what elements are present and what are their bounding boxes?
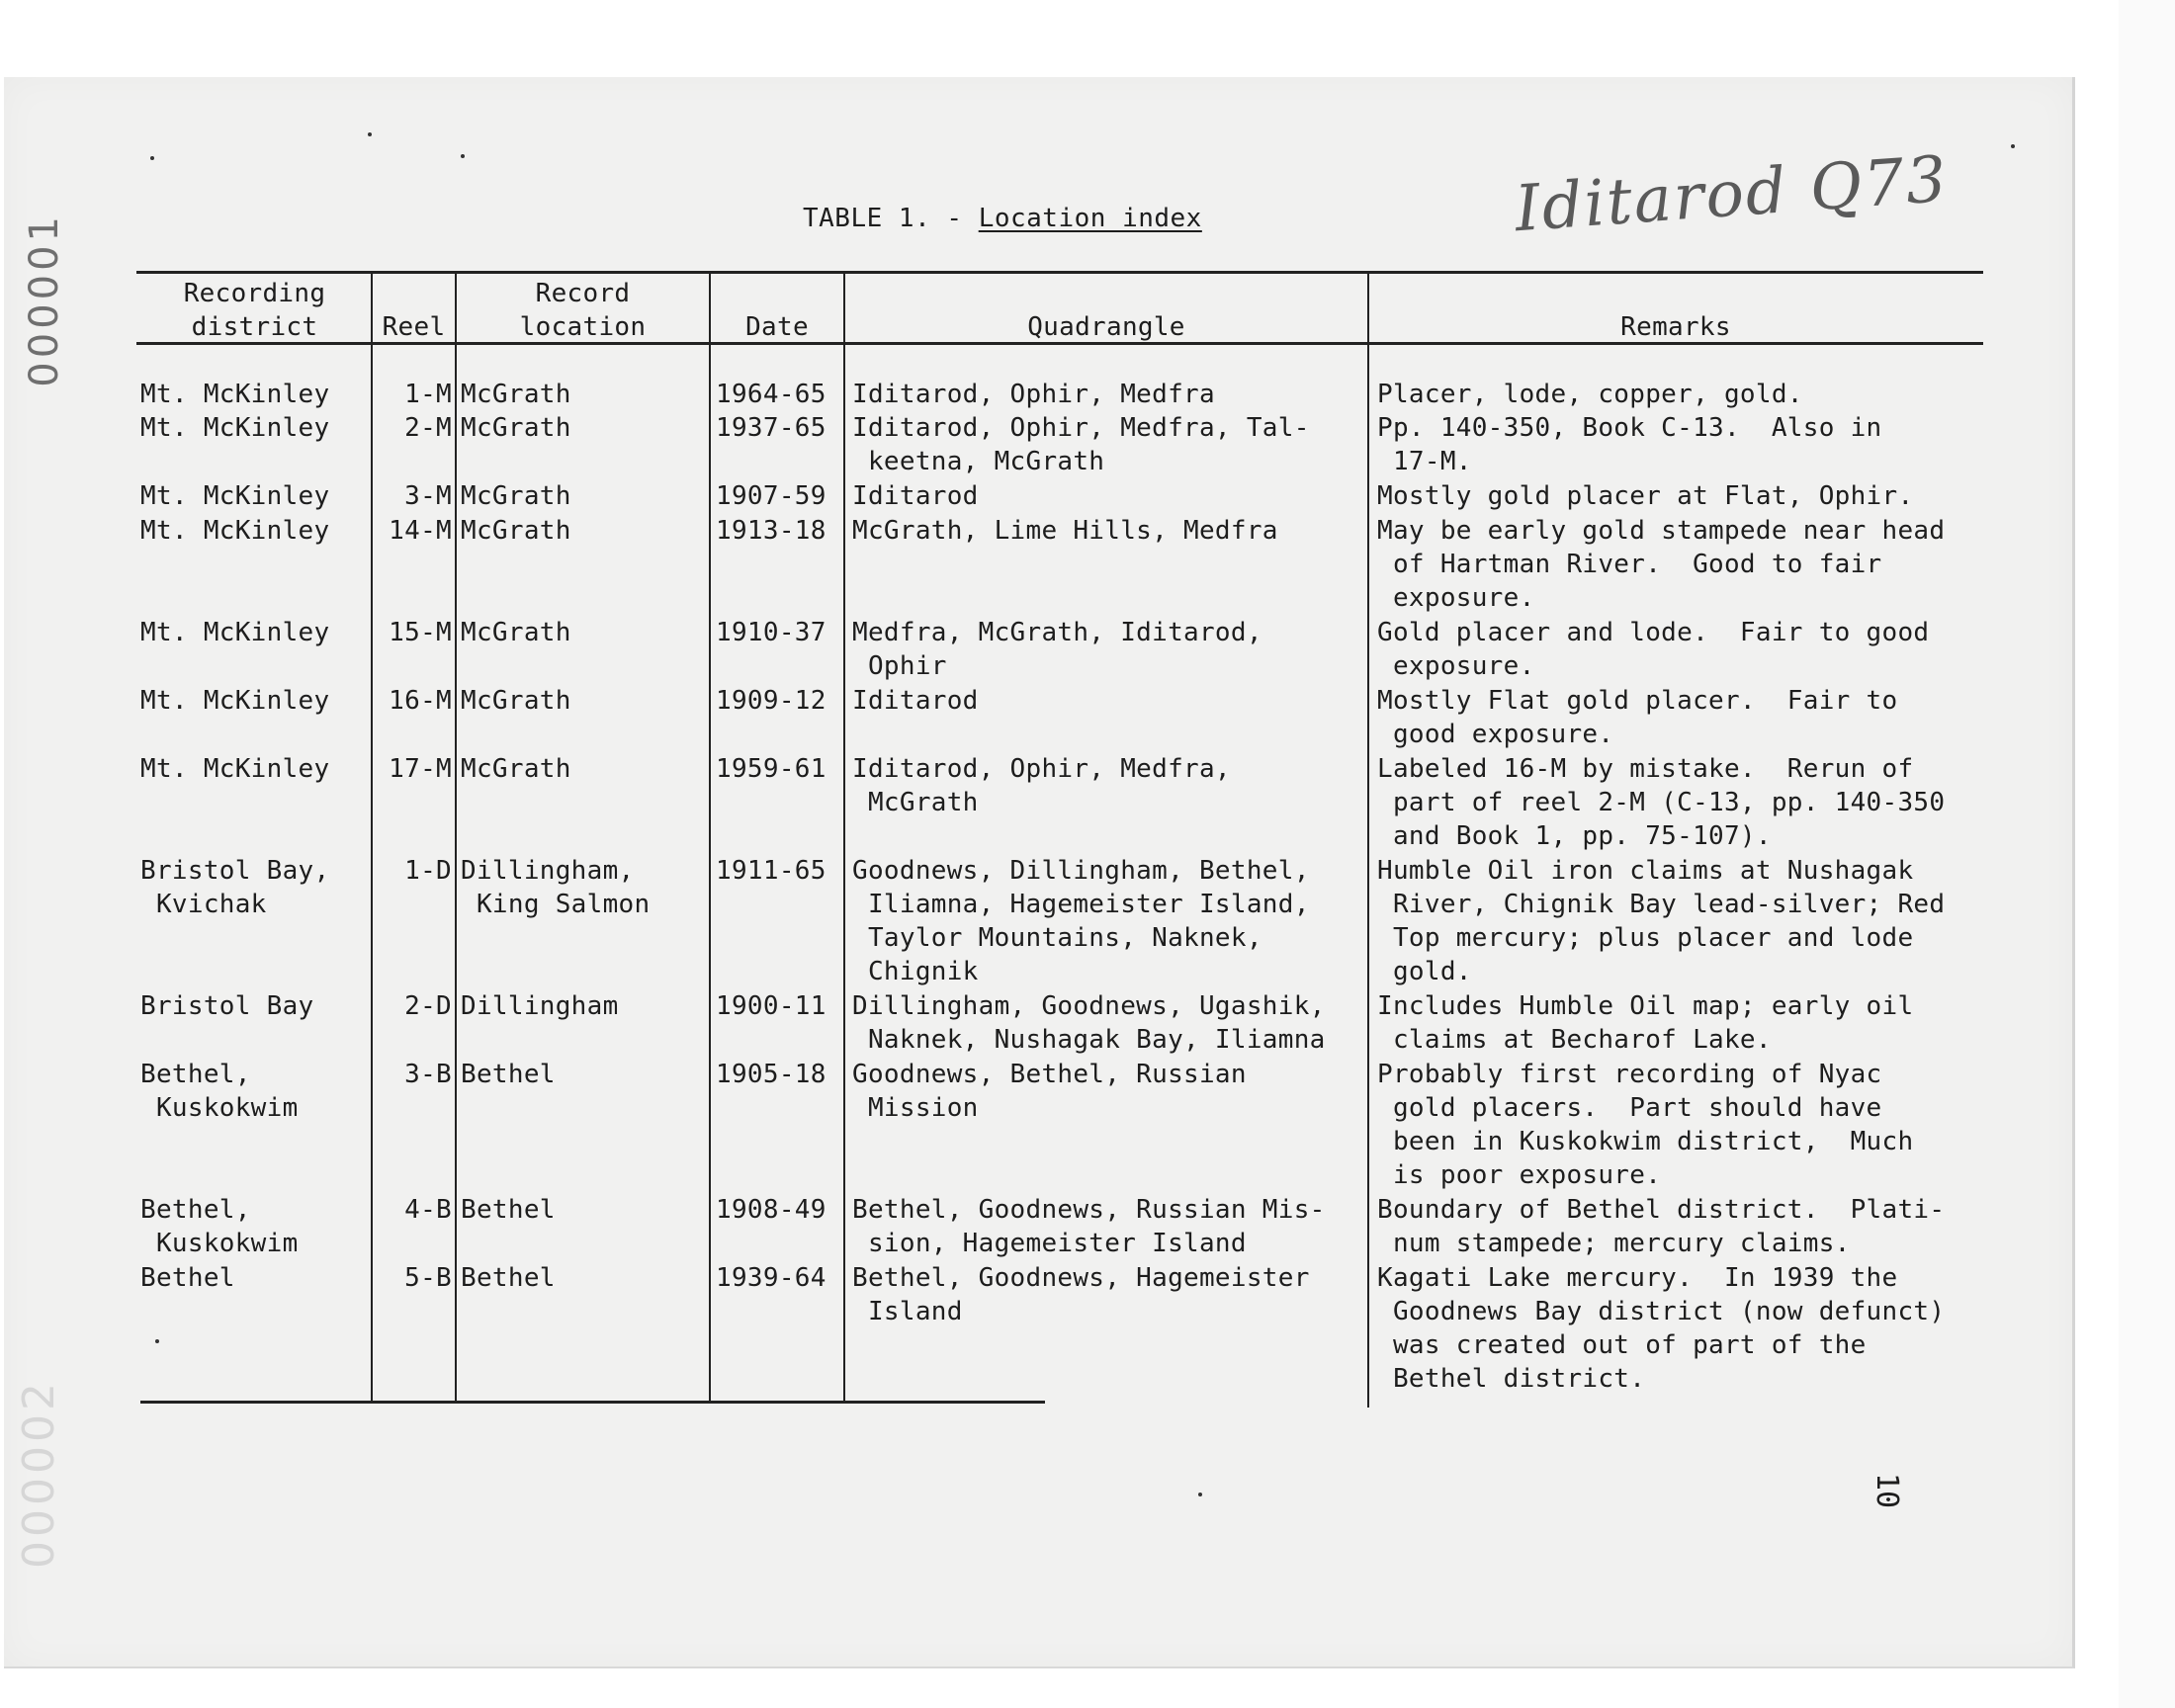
- table-cell-reel: 1-M: [404, 380, 452, 409]
- table-title-text: Location index: [978, 204, 1202, 233]
- table-cell-district: Mt. McKinley: [140, 754, 330, 784]
- table-cell-district: Bethel, Kuskokwim: [140, 1195, 299, 1258]
- table-cell-date: 1905-18: [716, 1060, 826, 1089]
- table-cell-district: Bethel: [140, 1263, 235, 1293]
- table-cell-quadrangle: Dillingham, Goodnews, Ugashik, Naknek, Nushagak Bay, Iliamna: [852, 991, 1326, 1055]
- page-number: 10: [1870, 1473, 1904, 1509]
- table-cell-location: Bethel: [461, 1195, 556, 1225]
- table-cell-remarks: May be early gold stampede near head of Hartman River. Good to fair exposure.: [1377, 516, 1946, 613]
- table-cell-reel: 3-B: [404, 1060, 452, 1089]
- header-recording-district: Recording district: [183, 279, 326, 342]
- table-cell-remarks: Labeled 16-M by mistake. Rerun of part of reel 2-M (C-13, pp. 140-350 and Book 1, pp. 75-107).: [1377, 754, 1946, 851]
- table-cell-district: Bethel, Kuskokwim: [140, 1060, 299, 1123]
- scan-speck: [368, 132, 372, 136]
- table-cell-location: Dillingham: [461, 991, 619, 1021]
- table-cell-district: Bristol Bay: [140, 991, 314, 1021]
- scan-speck: [150, 156, 154, 160]
- table-cell-quadrangle: Goodnews, Bethel, Russian Mission: [852, 1060, 1247, 1123]
- table-title-prefix: TABLE 1. -: [803, 204, 979, 233]
- table-cell-date: 1913-18: [716, 516, 826, 546]
- table-cell-district: Mt. McKinley: [140, 516, 330, 546]
- table-cell-location: McGrath: [461, 516, 571, 546]
- table-cell-quadrangle: Goodnews, Dillingham, Bethel, Iliamna, Hagemeister Island, Taylor Mountains, Naknek, Chignik: [852, 856, 1310, 986]
- table-cell-date: 1910-37: [716, 618, 826, 647]
- table-cell-date: 1939-64: [716, 1263, 826, 1293]
- handwritten-annotation: Iditarod Q73: [1512, 142, 1951, 247]
- table-cell-district: Mt. McKinley: [140, 481, 330, 511]
- frame-number: 000001: [22, 213, 67, 387]
- table-cell-quadrangle: Medfra, McGrath, Iditarod, Ophir: [852, 618, 1262, 681]
- table-cell-remarks: Gold placer and lode. Fair to good exposure.: [1377, 618, 1930, 681]
- table-cell-quadrangle: Iditarod: [852, 481, 979, 511]
- table-cell-quadrangle: Bethel, Goodnews, Hagemeister Island: [852, 1263, 1310, 1326]
- scan-speck: [1198, 1493, 1202, 1496]
- table-cell-date: 1959-61: [716, 754, 826, 784]
- table-cell-date: 1908-49: [716, 1195, 826, 1225]
- table-cell-reel: 14-M: [389, 516, 452, 546]
- column-divider: [1367, 271, 1369, 1408]
- table-bottom-rule: [140, 1401, 1045, 1404]
- table-cell-reel: 15-M: [389, 618, 452, 647]
- header-quadrangle: Quadrangle: [1027, 312, 1185, 342]
- table-cell-district: Mt. McKinley: [140, 413, 330, 443]
- table-cell-date: 1907-59: [716, 481, 826, 511]
- table-cell-quadrangle: Bethel, Goodnews, Russian Mis- sion, Hagemeister Island: [852, 1195, 1326, 1258]
- table-cell-remarks: Mostly gold placer at Flat, Ophir.: [1377, 481, 1914, 511]
- table-cell-remarks: Includes Humble Oil map; early oil claims at Becharof Lake.: [1377, 991, 1914, 1055]
- table-cell-remarks: Pp. 140-350, Book C-13. Also in 17-M.: [1377, 413, 1882, 476]
- header-date: Date: [745, 312, 809, 342]
- table-cell-remarks: Mostly Flat gold placer. Fair to good exposure.: [1377, 686, 1898, 749]
- table-cell-date: 1911-65: [716, 856, 826, 886]
- table-cell-district: Mt. McKinley: [140, 618, 330, 647]
- table-cell-location: McGrath: [461, 754, 571, 784]
- table-cell-date: 1900-11: [716, 991, 826, 1021]
- table-cell-location: McGrath: [461, 481, 571, 511]
- table-top-rule: [136, 271, 1983, 274]
- scan-speck: [155, 1339, 159, 1343]
- table-cell-reel: 5-B: [404, 1263, 452, 1293]
- table-cell-quadrangle: Iditarod, Ophir, Medfra, Tal- keetna, McGrath: [852, 413, 1310, 476]
- table-cell-district: Bristol Bay, Kvichak: [140, 856, 330, 919]
- column-divider: [709, 271, 711, 1403]
- table-cell-district: Mt. McKinley: [140, 686, 330, 716]
- table-cell-reel: 17-M: [389, 754, 452, 784]
- table-cell-location: McGrath: [461, 380, 571, 409]
- header-remarks: Remarks: [1620, 312, 1731, 342]
- table-cell-quadrangle: Iditarod, Ophir, Medfra, McGrath: [852, 754, 1231, 817]
- table-cell-date: 1964-65: [716, 380, 826, 409]
- table-cell-remarks: Boundary of Bethel district. Plati- num stampede; mercury claims.: [1377, 1195, 1946, 1258]
- table-cell-remarks: Placer, lode, copper, gold.: [1377, 380, 1803, 409]
- table-cell-date: 1937-65: [716, 413, 826, 443]
- table-cell-quadrangle: Iditarod, Ophir, Medfra: [852, 380, 1215, 409]
- table-cell-reel: 1-D: [404, 856, 452, 886]
- table-cell-location: Dillingham, King Salmon: [461, 856, 651, 919]
- table-cell-reel: 16-M: [389, 686, 452, 716]
- table-cell-location: McGrath: [461, 686, 571, 716]
- table-cell-reel: 2-M: [404, 413, 452, 443]
- table-cell-quadrangle: McGrath, Lime Hills, Medfra: [852, 516, 1278, 546]
- table-cell-reel: 2-D: [404, 991, 452, 1021]
- table-cell-date: 1909-12: [716, 686, 826, 716]
- table-cell-reel: 4-B: [404, 1195, 452, 1225]
- scan-speck: [461, 154, 465, 158]
- table-cell-location: Bethel: [461, 1060, 556, 1089]
- table-cell-location: McGrath: [461, 618, 571, 647]
- scan-speck: [2011, 144, 2015, 148]
- column-divider: [455, 271, 457, 1403]
- table-cell-remarks: Probably first recording of Nyac gold placers. Part should have been in Kuskokwim district, Much is poor exposure.: [1377, 1060, 1914, 1190]
- header-reel: Reel: [382, 312, 446, 342]
- table-cell-location: McGrath: [461, 413, 571, 443]
- table-cell-district: Mt. McKinley: [140, 380, 330, 409]
- table-cell-remarks: Kagati Lake mercury. In 1939 the Goodnews Bay district (now defunct) was created out of part of the Bethel district.: [1377, 1263, 1946, 1394]
- table-cell-remarks: Humble Oil iron claims at Nushagak River, Chignik Bay lead-silver; Red Top mercury; plus placer and lode gold.: [1377, 856, 1946, 986]
- table-cell-quadrangle: Iditarod: [852, 686, 979, 716]
- table-cell-location: Bethel: [461, 1263, 556, 1293]
- frame-number-bleed: 000002: [14, 1379, 64, 1569]
- table-cell-reel: 3-M: [404, 481, 452, 511]
- header-record-location: Record location: [519, 279, 647, 342]
- column-divider: [843, 271, 845, 1403]
